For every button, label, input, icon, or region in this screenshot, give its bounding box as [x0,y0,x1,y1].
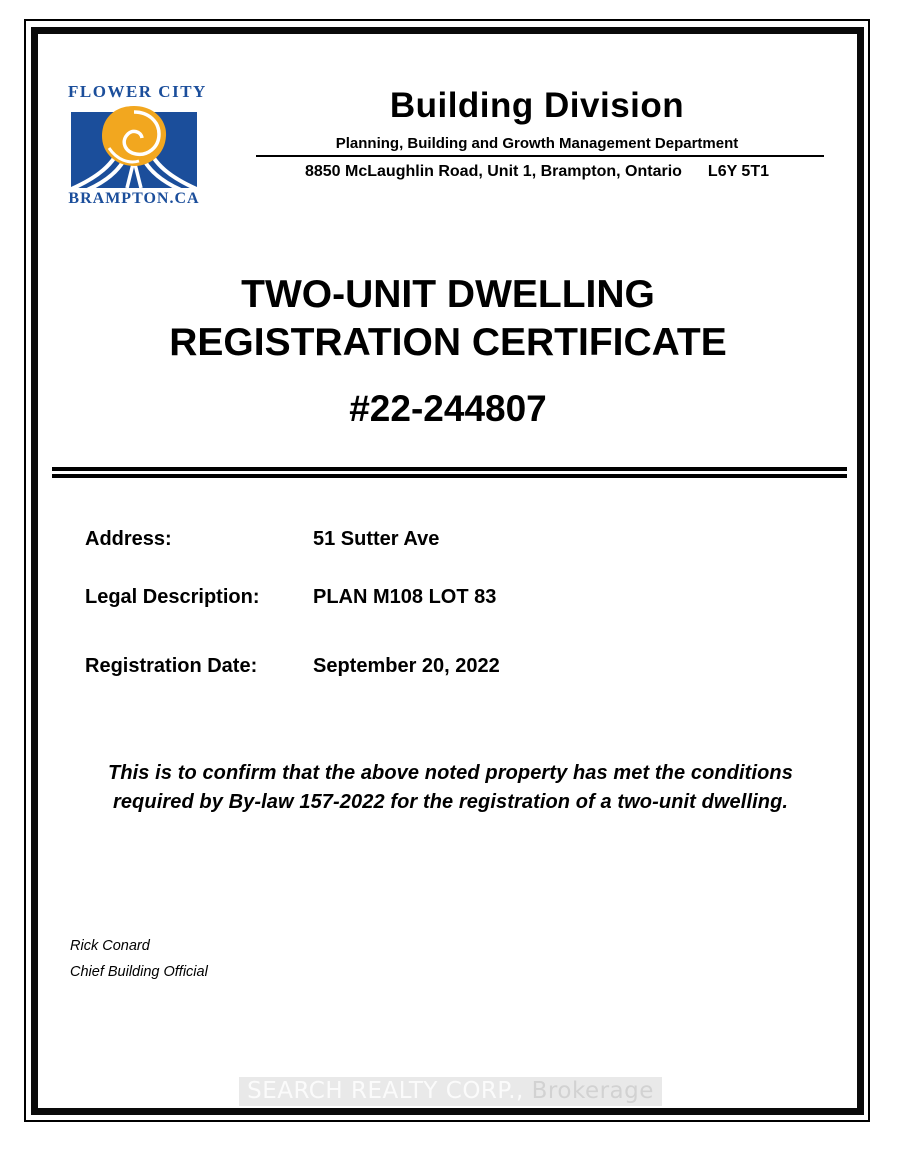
confirmation-line1: This is to confirm that the above noted property has met the conditions [108,762,793,784]
address-value: 51 Sutter Ave [313,528,440,550]
brampton-logo [68,82,207,208]
field-registration-date [85,655,805,678]
legal-description-label: Legal Description: [85,586,260,608]
registration-date-label: Registration Date: [85,655,258,677]
brokerage-watermark [0,1077,901,1106]
official-title: Chief Building Official [70,964,208,980]
logo-brampton-ca-text: BRAMPTON.CA [68,190,200,207]
confirmation-statement [70,759,831,817]
flower-city-rose-icon [71,104,197,188]
postal-code: L6Y 5T1 [707,163,769,180]
official-name: Rick Conard [70,938,150,954]
double-divider-line [52,467,847,478]
signature-block [70,933,208,985]
registration-date-value: September 20, 2022 [313,655,500,677]
watermark-suffix: Brokerage [531,1078,654,1104]
department-subtitle: Planning, Building and Growth Management Department [335,135,739,152]
division-title: Building Division [389,86,685,125]
logo-flower-city-text: FLOWER CITY [68,82,207,101]
certificate-title [38,271,858,367]
address-label: Address: [85,528,172,550]
watermark-text [239,1077,662,1106]
certificate-title-line2: REGISTRATION CERTIFICATE [169,321,727,364]
certificate-title-line1: TWO-UNIT DWELLING [241,273,655,316]
header-divider-line [256,155,824,157]
street-address: 8850 McLaughlin Road, Unit 1, Brampton, Ontario [304,163,682,180]
field-address [85,528,805,551]
confirmation-line2: required by By-law 157-2022 for the registration of a two-unit dwelling. [112,791,789,813]
watermark-company: SEARCH REALTY CORP., [247,1078,524,1104]
department-address [244,163,830,181]
field-legal-description [85,586,805,609]
legal-description-value: PLAN M108 LOT 83 [313,586,497,608]
certificate-number: #22-244807 [349,388,547,429]
header-block [244,86,830,181]
